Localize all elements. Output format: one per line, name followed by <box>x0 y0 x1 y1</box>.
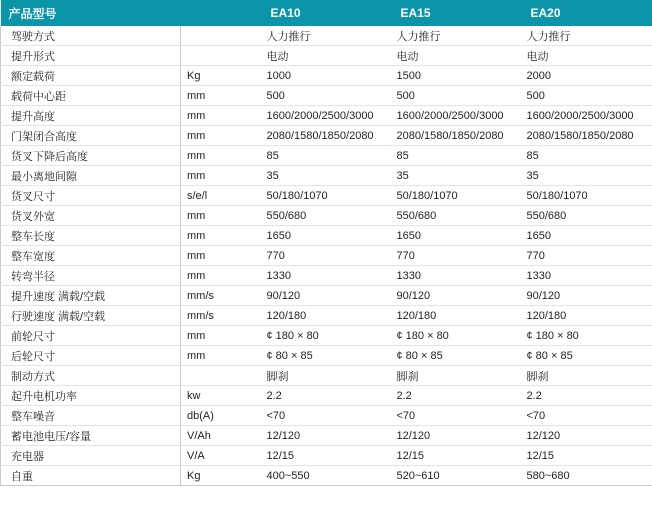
table-row <box>1 346 652 366</box>
row-label: 货叉下降后高度 <box>1 146 181 166</box>
table-row <box>1 26 652 46</box>
row-value-3: 1330 <box>523 266 652 286</box>
row-value-3: 35 <box>523 166 652 186</box>
row-value-1: 电动 <box>263 46 393 66</box>
row-unit: mm <box>181 206 263 226</box>
row-unit: mm <box>181 126 263 146</box>
row-unit: mm/s <box>181 306 263 326</box>
row-unit: mm/s <box>181 286 263 306</box>
row-value-2: 1500 <box>393 66 523 86</box>
row-label: 起升电机功率 <box>1 386 181 406</box>
header-model-ea20: EA20 <box>523 0 652 26</box>
table-row <box>1 426 652 446</box>
row-value-3: ¢ 180 × 80 <box>523 326 652 346</box>
row-value-2: 1600/2000/2500/3000 <box>393 106 523 126</box>
row-value-2: 12/120 <box>393 426 523 446</box>
row-value-2: 人力推行 <box>393 26 523 46</box>
row-value-1: 85 <box>263 146 393 166</box>
row-value-3: 12/120 <box>523 426 652 446</box>
row-value-1: 1330 <box>263 266 393 286</box>
row-label: 充电器 <box>1 446 181 466</box>
table-row <box>1 446 652 466</box>
table-row <box>1 406 652 426</box>
row-label: 提升形式 <box>1 46 181 66</box>
row-unit: V/A <box>181 446 263 466</box>
row-label: 驾驶方式 <box>1 26 181 46</box>
row-unit: db(A) <box>181 406 263 426</box>
row-unit: mm <box>181 166 263 186</box>
table-row <box>1 146 652 166</box>
table-row <box>1 286 652 306</box>
header-row <box>1 0 652 26</box>
table-header <box>1 0 652 26</box>
row-value-1: 12/120 <box>263 426 393 446</box>
row-value-2: 35 <box>393 166 523 186</box>
table-row <box>1 246 652 266</box>
page-bottom-space <box>0 486 652 526</box>
row-unit: mm <box>181 246 263 266</box>
row-value-2: 2080/1580/1850/2080 <box>393 126 523 146</box>
row-value-2: 50/180/1070 <box>393 186 523 206</box>
row-value-3: ¢ 80 × 85 <box>523 346 652 366</box>
row-unit: mm <box>181 146 263 166</box>
table-row <box>1 366 652 386</box>
row-label: 提升速度 满载/空载 <box>1 286 181 306</box>
row-label: 提升高度 <box>1 106 181 126</box>
row-label: 载荷中心距 <box>1 86 181 106</box>
row-value-1: 12/15 <box>263 446 393 466</box>
row-value-3: 580~680 <box>523 466 652 486</box>
row-label: 行驶速度 满载/空载 <box>1 306 181 326</box>
row-value-1: 脚刹 <box>263 366 393 386</box>
table-row <box>1 106 652 126</box>
row-value-3: 500 <box>523 86 652 106</box>
row-value-1: 120/180 <box>263 306 393 326</box>
row-value-3: <70 <box>523 406 652 426</box>
header-unit <box>181 0 263 26</box>
row-value-1: ¢ 180 × 80 <box>263 326 393 346</box>
table-row <box>1 306 652 326</box>
table-row <box>1 166 652 186</box>
row-value-3: 12/15 <box>523 446 652 466</box>
row-unit: mm <box>181 266 263 286</box>
row-value-1: 550/680 <box>263 206 393 226</box>
row-value-1: 2080/1580/1850/2080 <box>263 126 393 146</box>
row-value-1: 400~550 <box>263 466 393 486</box>
row-value-2: ¢ 80 × 85 <box>393 346 523 366</box>
row-label: 后轮尺寸 <box>1 346 181 366</box>
row-value-2: 1330 <box>393 266 523 286</box>
table-row <box>1 46 652 66</box>
row-label: 最小离地间隙 <box>1 166 181 186</box>
row-unit <box>181 366 263 386</box>
table-row <box>1 466 652 486</box>
row-label: 门架闭合高度 <box>1 126 181 146</box>
row-value-3: 550/680 <box>523 206 652 226</box>
row-value-2: 电动 <box>393 46 523 66</box>
header-model-ea15: EA15 <box>393 0 523 26</box>
row-value-3: 1650 <box>523 226 652 246</box>
row-value-2: 85 <box>393 146 523 166</box>
row-value-3: 2080/1580/1850/2080 <box>523 126 652 146</box>
row-value-1: 500 <box>263 86 393 106</box>
row-value-1: 1600/2000/2500/3000 <box>263 106 393 126</box>
row-label: 货叉尺寸 <box>1 186 181 206</box>
row-value-3: 人力推行 <box>523 26 652 46</box>
row-value-2: 500 <box>393 86 523 106</box>
header-product-model: 产品型号 <box>1 0 181 26</box>
table-row <box>1 126 652 146</box>
row-label: 整车宽度 <box>1 246 181 266</box>
row-value-1: 2.2 <box>263 386 393 406</box>
row-value-1: 50/180/1070 <box>263 186 393 206</box>
row-unit: kw <box>181 386 263 406</box>
row-value-1: 1650 <box>263 226 393 246</box>
row-value-2: 520~610 <box>393 466 523 486</box>
row-value-2: 脚刹 <box>393 366 523 386</box>
table-row <box>1 386 652 406</box>
row-unit: Kg <box>181 66 263 86</box>
row-value-1: 90/120 <box>263 286 393 306</box>
row-value-3: 770 <box>523 246 652 266</box>
table-row <box>1 226 652 246</box>
row-unit <box>181 46 263 66</box>
row-value-1: 770 <box>263 246 393 266</box>
row-value-2: 12/15 <box>393 446 523 466</box>
row-label: 转弯半径 <box>1 266 181 286</box>
row-value-3: 50/180/1070 <box>523 186 652 206</box>
row-value-1: <70 <box>263 406 393 426</box>
row-value-3: 2000 <box>523 66 652 86</box>
table-row <box>1 86 652 106</box>
row-value-2: ¢ 180 × 80 <box>393 326 523 346</box>
row-value-2: 550/680 <box>393 206 523 226</box>
row-value-2: 2.2 <box>393 386 523 406</box>
row-unit: Kg <box>181 466 263 486</box>
table-row <box>1 266 652 286</box>
row-value-3: 90/120 <box>523 286 652 306</box>
row-unit: mm <box>181 226 263 246</box>
row-value-2: 90/120 <box>393 286 523 306</box>
row-label: 蓄电池电压/容量 <box>1 426 181 446</box>
row-unit: V/Ah <box>181 426 263 446</box>
row-value-1: 人力推行 <box>263 26 393 46</box>
row-value-2: <70 <box>393 406 523 426</box>
row-value-1: 35 <box>263 166 393 186</box>
row-value-3: 脚刹 <box>523 366 652 386</box>
table-row <box>1 326 652 346</box>
row-value-1: 1000 <box>263 66 393 86</box>
row-label: 前轮尺寸 <box>1 326 181 346</box>
header-model-ea10: EA10 <box>263 0 393 26</box>
row-unit: mm <box>181 326 263 346</box>
row-value-3: 120/180 <box>523 306 652 326</box>
row-value-1: ¢ 80 × 85 <box>263 346 393 366</box>
row-unit <box>181 26 263 46</box>
row-value-2: 770 <box>393 246 523 266</box>
row-label: 额定载荷 <box>1 66 181 86</box>
table-row <box>1 206 652 226</box>
row-label: 制动方式 <box>1 366 181 386</box>
row-value-3: 2.2 <box>523 386 652 406</box>
table-body <box>1 26 652 486</box>
row-value-2: 120/180 <box>393 306 523 326</box>
row-value-3: 1600/2000/2500/3000 <box>523 106 652 126</box>
table-row <box>1 66 652 86</box>
table-row <box>1 186 652 206</box>
row-label: 货叉外宽 <box>1 206 181 226</box>
row-label: 整车长度 <box>1 226 181 246</box>
row-value-3: 85 <box>523 146 652 166</box>
row-value-2: 1650 <box>393 226 523 246</box>
row-label: 自重 <box>1 466 181 486</box>
row-unit: mm <box>181 106 263 126</box>
row-unit: mm <box>181 86 263 106</box>
row-unit: mm <box>181 346 263 366</box>
row-label: 整车噪音 <box>1 406 181 426</box>
row-value-3: 电动 <box>523 46 652 66</box>
row-unit: s/e/l <box>181 186 263 206</box>
